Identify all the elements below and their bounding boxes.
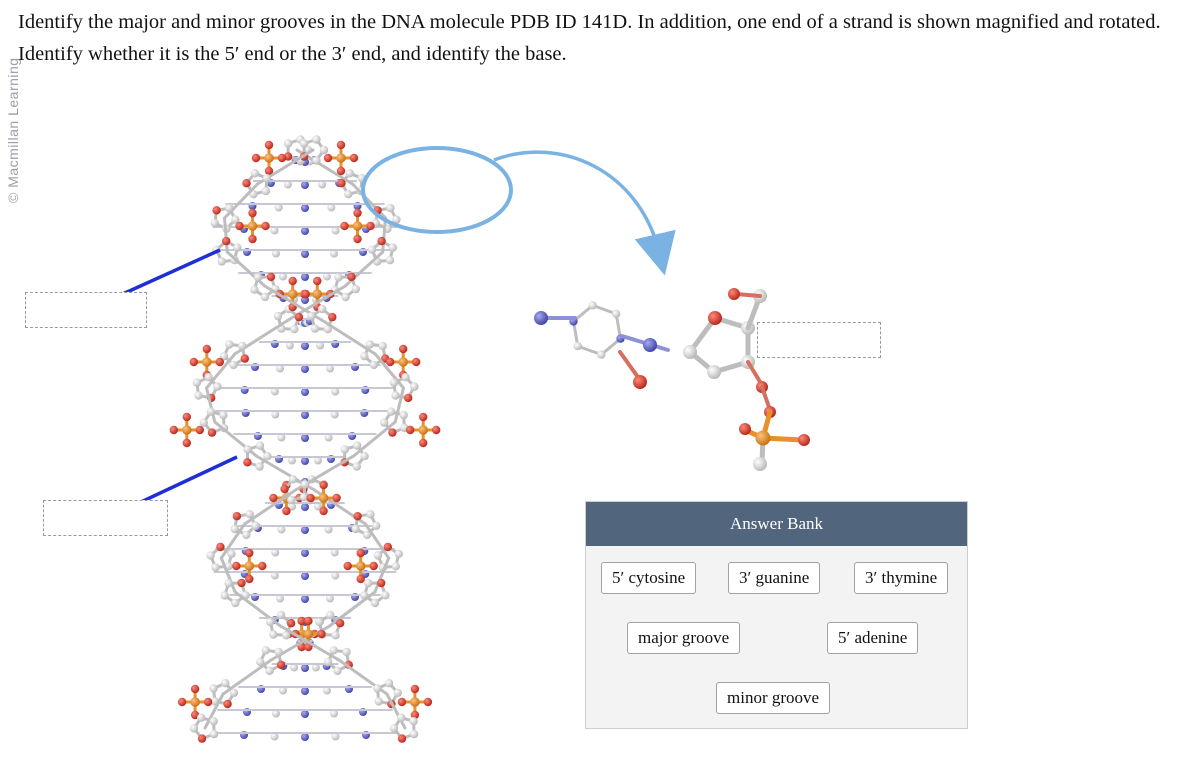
magnify-arrow (494, 152, 660, 255)
chip-3-thymine[interactable]: 3′ thymine (854, 562, 948, 594)
answer-bank (585, 501, 968, 729)
strand-end-magnified (534, 288, 810, 471)
drop-target-upper-groove[interactable] (25, 292, 147, 328)
drop-target-lower-groove[interactable] (43, 500, 168, 536)
drop-target-strand-end[interactable] (757, 322, 881, 358)
callout-circle (363, 148, 511, 232)
chip-5-cytosine[interactable]: 5′ cytosine (601, 562, 696, 594)
chip-5-adenine[interactable]: 5′ adenine (827, 622, 918, 654)
answer-bank-title: Answer Bank (586, 502, 967, 546)
copyright-watermark: © Macmillan Learning (5, 57, 21, 203)
question-text: Identify the major and minor grooves in the DNA molecule PDB ID 141D. In addition, one end of a strand is shown magnified and rotated. Identify whether it is the 5′ end or the 3′ end, and identify the base. (18, 11, 1161, 65)
chip-3-guanine[interactable]: 3′ guanine (728, 562, 820, 594)
chip-minor-groove[interactable]: minor groove (716, 682, 830, 714)
chip-major-groove[interactable]: major groove (627, 622, 740, 654)
